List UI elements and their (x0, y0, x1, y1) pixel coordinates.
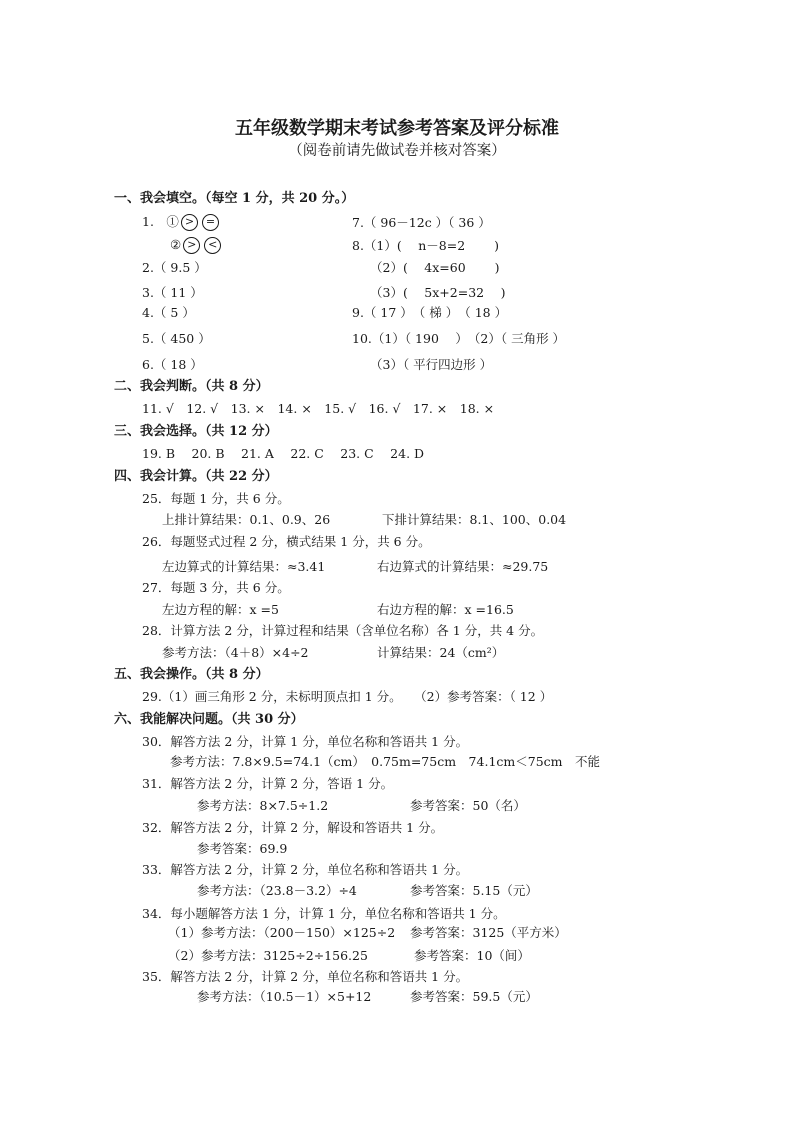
answer-q8-1: 8.（1）( n－8=2 ) (352, 238, 500, 253)
answer-q10-1: 10.（1）（ 190 ） （2）（ 三角形 ） (352, 331, 566, 346)
answer-q34-1-answer: 参考答案：3125（平方米） (410, 925, 567, 940)
answer-q33-method: 参考方法：（23.8－3.2）÷4 (197, 883, 357, 898)
answer-q26: 26．每题竖式过程 2 分，横式结果 1 分，共 6 分。 (142, 534, 431, 549)
answer-q34-2-method: （2）参考方法：3125÷2÷156.25 (168, 948, 368, 963)
choice-answers: 19. B 20. B 21. A 22. C 23. C 24. D (142, 446, 425, 461)
answer-q31-answer: 参考答案：50（名） (410, 798, 526, 813)
circled-answer: > (183, 237, 200, 254)
answer-q3: 3.（ 11 ） (142, 285, 203, 300)
answer-q34-2-answer: 参考答案：10（间） (414, 948, 530, 963)
circled-answer: > (181, 214, 198, 231)
answer-q8-3: （3）( 5x+2=32 ) (370, 285, 506, 300)
circled-answer: = (202, 214, 219, 231)
answer-q26-left: 左边算式的计算结果：≈3.41 (162, 559, 326, 574)
answer-q9: 9.（ 17 ） （ 梯 ） （ 18 ） (352, 305, 508, 320)
answer-q8-2: （2）( 4x=60 ) (370, 260, 500, 275)
answer-q1b-prefix: ② (170, 237, 182, 252)
circled-answer: < (204, 237, 221, 254)
section-5-heading: 五、我会操作。（共 8 分） (114, 667, 269, 682)
answer-q35-method: 参考方法：（10.5－1）×5+12 (197, 989, 372, 1004)
page-title: 五年级数学期末考试参考答案及评分标准 (235, 118, 559, 139)
answer-q7: 7.（ 96－12c ）（ 36 ） (352, 215, 491, 230)
answer-q1a (142, 213, 221, 231)
section-6-heading: 六、我能解决问题。（共 30 分） (114, 712, 304, 727)
answer-q28-right: 计算结果：24（cm²） (377, 645, 505, 660)
answer-q27-left: 左边方程的解：x =5 (162, 602, 279, 617)
section-3-heading: 三、我会选择。（共 12 分） (114, 424, 278, 439)
judgement-answers: 11. √ 12. √ 13. × 14. × 15. √ 16. √ 17. × 18. × (142, 401, 495, 416)
answer-q35-answer: 参考答案：59.5（元） (410, 989, 538, 1004)
answer-q34-1-method: （1）参考方法：（200－150）×125÷2 (168, 925, 396, 940)
answer-q29: 29.（1）画三角形 2 分，未标明顶点扣 1 分。 （2）参考答案：（ 12 ） (142, 689, 553, 704)
page-subtitle: （阅卷前请先做试卷并核对答案） (288, 143, 506, 159)
answer-q28-left: 参考方法：（4＋8）×4÷2 (162, 645, 309, 660)
answer-q35: 35．解答方法 2 分，计算 2 分，单位名称和答语共 1 分。 (142, 969, 469, 984)
answer-q30-method: 参考方法：7.8×9.5=74.1（cm） 0.75m=75cm 74.1cm＜75cm 不能 (170, 754, 601, 769)
answer-q2: 2.（ 9.5 ） (142, 260, 207, 275)
answer-q25-left: 上排计算结果：0.1、0.9、26 (162, 512, 331, 527)
answer-q32: 32．解答方法 2 分，计算 2 分，解设和答语共 1 分。 (142, 820, 444, 835)
answer-q25-right: 下排计算结果：8.1、100、0.04 (382, 512, 567, 527)
answer-q10-3: （3）（ 平行四边形 ） (370, 357, 493, 372)
answer-q25: 25．每题 1 分，共 6 分。 (142, 491, 290, 506)
answer-q34: 34．每小题解答方法 1 分，计算 1 分，单位名称和答语共 1 分。 (142, 906, 506, 921)
answer-q27-right: 右边方程的解：x =16.5 (377, 602, 514, 617)
answer-q33-answer: 参考答案：5.15（元） (410, 883, 538, 898)
answer-q26-right: 右边算式的计算结果：≈29.75 (377, 559, 549, 574)
answer-q4: 4.（ 5 ） (142, 305, 195, 320)
answer-q6: 6.（ 18 ） (142, 357, 203, 372)
section-4-heading: 四、我会计算。（共 22 分） (114, 469, 278, 484)
answer-q31: 31．解答方法 2 分，计算 2 分，答语 1 分。 (142, 776, 394, 791)
answer-q31-method: 参考方法：8×7.5÷1.2 (197, 798, 329, 813)
answer-q27: 27．每题 3 分，共 6 分。 (142, 580, 290, 595)
answer-q30: 30．解答方法 2 分，计算 1 分，单位名称和答语共 1 分。 (142, 734, 469, 749)
answer-q1b (170, 236, 223, 254)
answer-q1a-prefix: 1. ① (142, 214, 179, 229)
section-2-heading: 二、我会判断。（共 8 分） (114, 379, 269, 394)
answer-q33: 33．解答方法 2 分，计算 2 分，单位名称和答语共 1 分。 (142, 862, 469, 877)
section-1-heading: 一、我会填空。（每空 1 分，共 20 分。） (114, 191, 355, 206)
answer-q5: 5.（ 450 ） (142, 331, 211, 346)
answer-q28: 28．计算方法 2 分，计算过程和结果（含单位名称）各 1 分，共 4 分。 (142, 623, 544, 638)
answer-q32-answer: 参考答案：69.9 (197, 841, 288, 856)
